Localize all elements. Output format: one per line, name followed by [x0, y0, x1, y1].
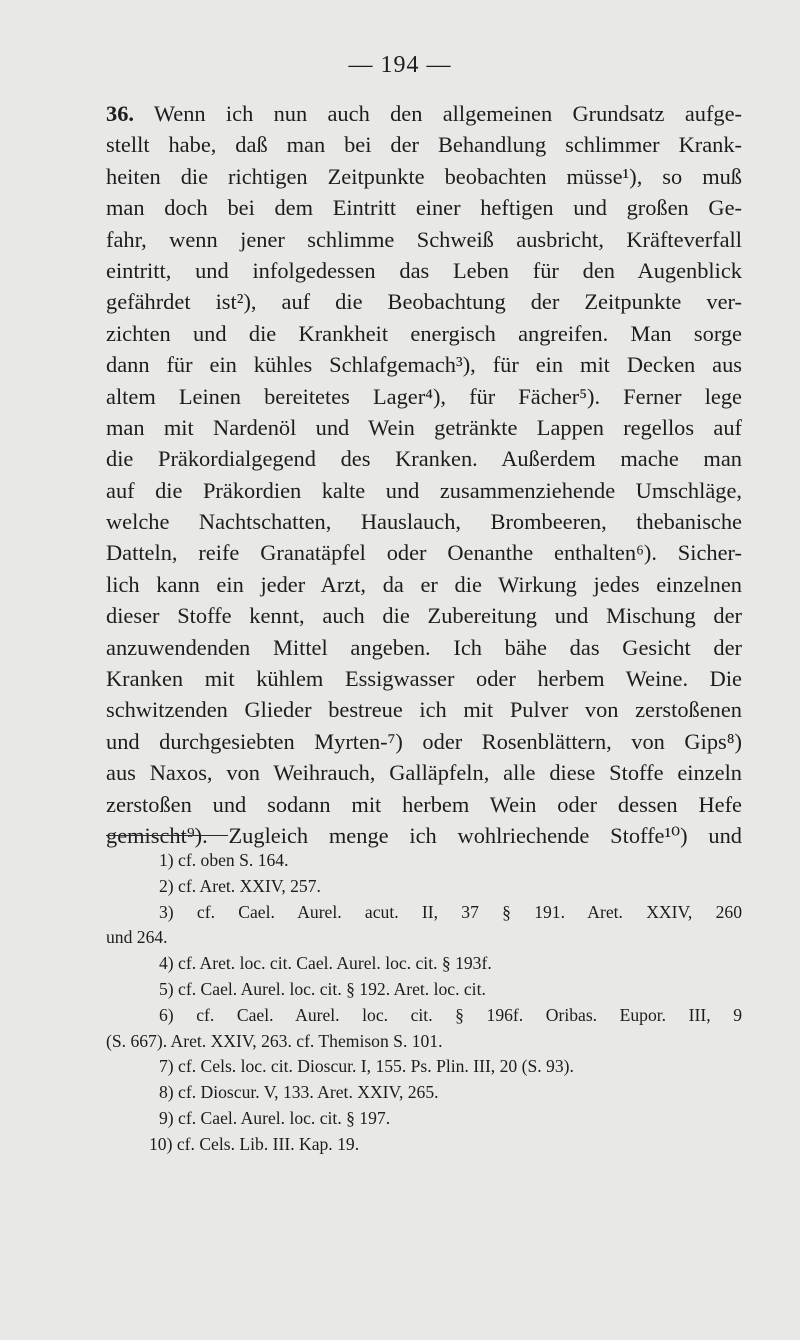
footnote-divider [106, 835, 228, 836]
footnote: 5) cf. Cael. Aurel. loc. cit. § 192. Aret. loc. cit. [159, 978, 486, 999]
footnote: 3) cf. Cael. Aurel. acut. II, 37 § 191. Aret. XXIV, 260 [159, 901, 742, 922]
footnotes [106, 848, 742, 1158]
body-line: Kranken mit kühlem Essigwasser oder herbem Weine. Die [106, 666, 742, 692]
body-line: und durchgesiebten Myrten-⁷) oder Rosenblättern, von Gips⁸) [106, 728, 742, 754]
body-line: welche Nachtschatten, Hauslauch, Brombeeren, thebanische [106, 509, 742, 535]
body-line: Datteln, reife Granatäpfel oder Oenanthe enthalten⁶). Sicher- [106, 540, 742, 566]
body-line: heiten die richtigen Zeitpunkte beobachten müsse¹), so muß [106, 163, 742, 189]
body-line: lich kann ein jeder Arzt, da er die Wirkung jedes einzelnen [106, 571, 742, 597]
body-line: 36. Wenn ich nun auch den allgemeinen Grundsatz aufge- [106, 101, 742, 126]
footnote-continuation: (S. 667). Aret. XXIV, 263. cf. Themison S. 101. [106, 1030, 443, 1051]
body-line: altem Leinen bereitetes Lager⁴), für Fächer⁵). Ferner lege [106, 383, 742, 409]
footnote: 1) cf. oben S. 164. [159, 850, 289, 870]
body-line: fahr, wenn jener schlimme Schweiß ausbricht, Kräfteverfall [106, 226, 742, 252]
body-line: auf die Präkordien kalte und zusammenziehende Umschläge, [106, 477, 742, 503]
body-line: gefährdet ist²), auf die Beobachtung der Zeitpunkte ver- [106, 289, 742, 315]
footnote: 6) cf. Cael. Aurel. loc. cit. § 196f. Oribas. Eupor. III, 9 [159, 1004, 742, 1025]
body-line: man doch bei dem Eintritt einer heftigen und großen Ge- [106, 195, 742, 221]
body-line: gemischt⁹). Zugleich menge ich wohlriechende Stoffe¹⁰) und [106, 822, 742, 848]
footnote: 2) cf. Aret. XXIV, 257. [159, 875, 321, 896]
body-line: eintritt, und infolgedessen das Leben für den Augenblick [106, 257, 742, 283]
footnote: 4) cf. Aret. loc. cit. Cael. Aurel. loc. cit. § 193f. [159, 953, 492, 974]
body-line: dieser Stoffe kennt, auch die Zubereitung und Mischung der [106, 603, 742, 629]
body-line: die Präkordialgegend des Kranken. Außerdem mache man [106, 446, 742, 472]
body-line: aus Naxos, von Weihrauch, Galläpfeln, alle diese Stoffe einzeln [106, 760, 742, 786]
body-line: man mit Nardenöl und Wein getränkte Lappen regellos auf [106, 414, 742, 440]
footnote: 7) cf. Cels. loc. cit. Dioscur. I, 155. Ps. Plin. III, 20 (S. 93). [159, 1056, 574, 1077]
body-line: zerstoßen und sodann mit herbem Wein oder dessen Hefe [106, 791, 742, 817]
body-line: zichten und die Krankheit energisch angreifen. Man sorge [106, 320, 742, 346]
footnote-continuation: und 264. [106, 927, 168, 948]
page-number: — 194 — [348, 52, 452, 78]
section-number: 36. [106, 101, 134, 126]
body-line: dann für ein kühles Schlafgemach³), für ein mit Decken aus [106, 352, 742, 378]
body-line: schwitzenden Glieder bestreue ich mit Pulver von zerstoßenen [106, 697, 742, 723]
footnote: 10) cf. Cels. Lib. III. Kap. 19. [149, 1133, 360, 1154]
main-paragraph [106, 98, 742, 851]
footnote: 9) cf. Cael. Aurel. loc. cit. § 197. [159, 1107, 391, 1128]
footnote: 8) cf. Dioscur. V, 133. Aret. XXIV, 265. [159, 1082, 439, 1103]
body-line: anzuwendenden Mittel angeben. Ich bähe das Gesicht der [106, 634, 742, 660]
body-line: stellt habe, daß man bei der Behandlung schlimmer Krank- [106, 132, 742, 158]
